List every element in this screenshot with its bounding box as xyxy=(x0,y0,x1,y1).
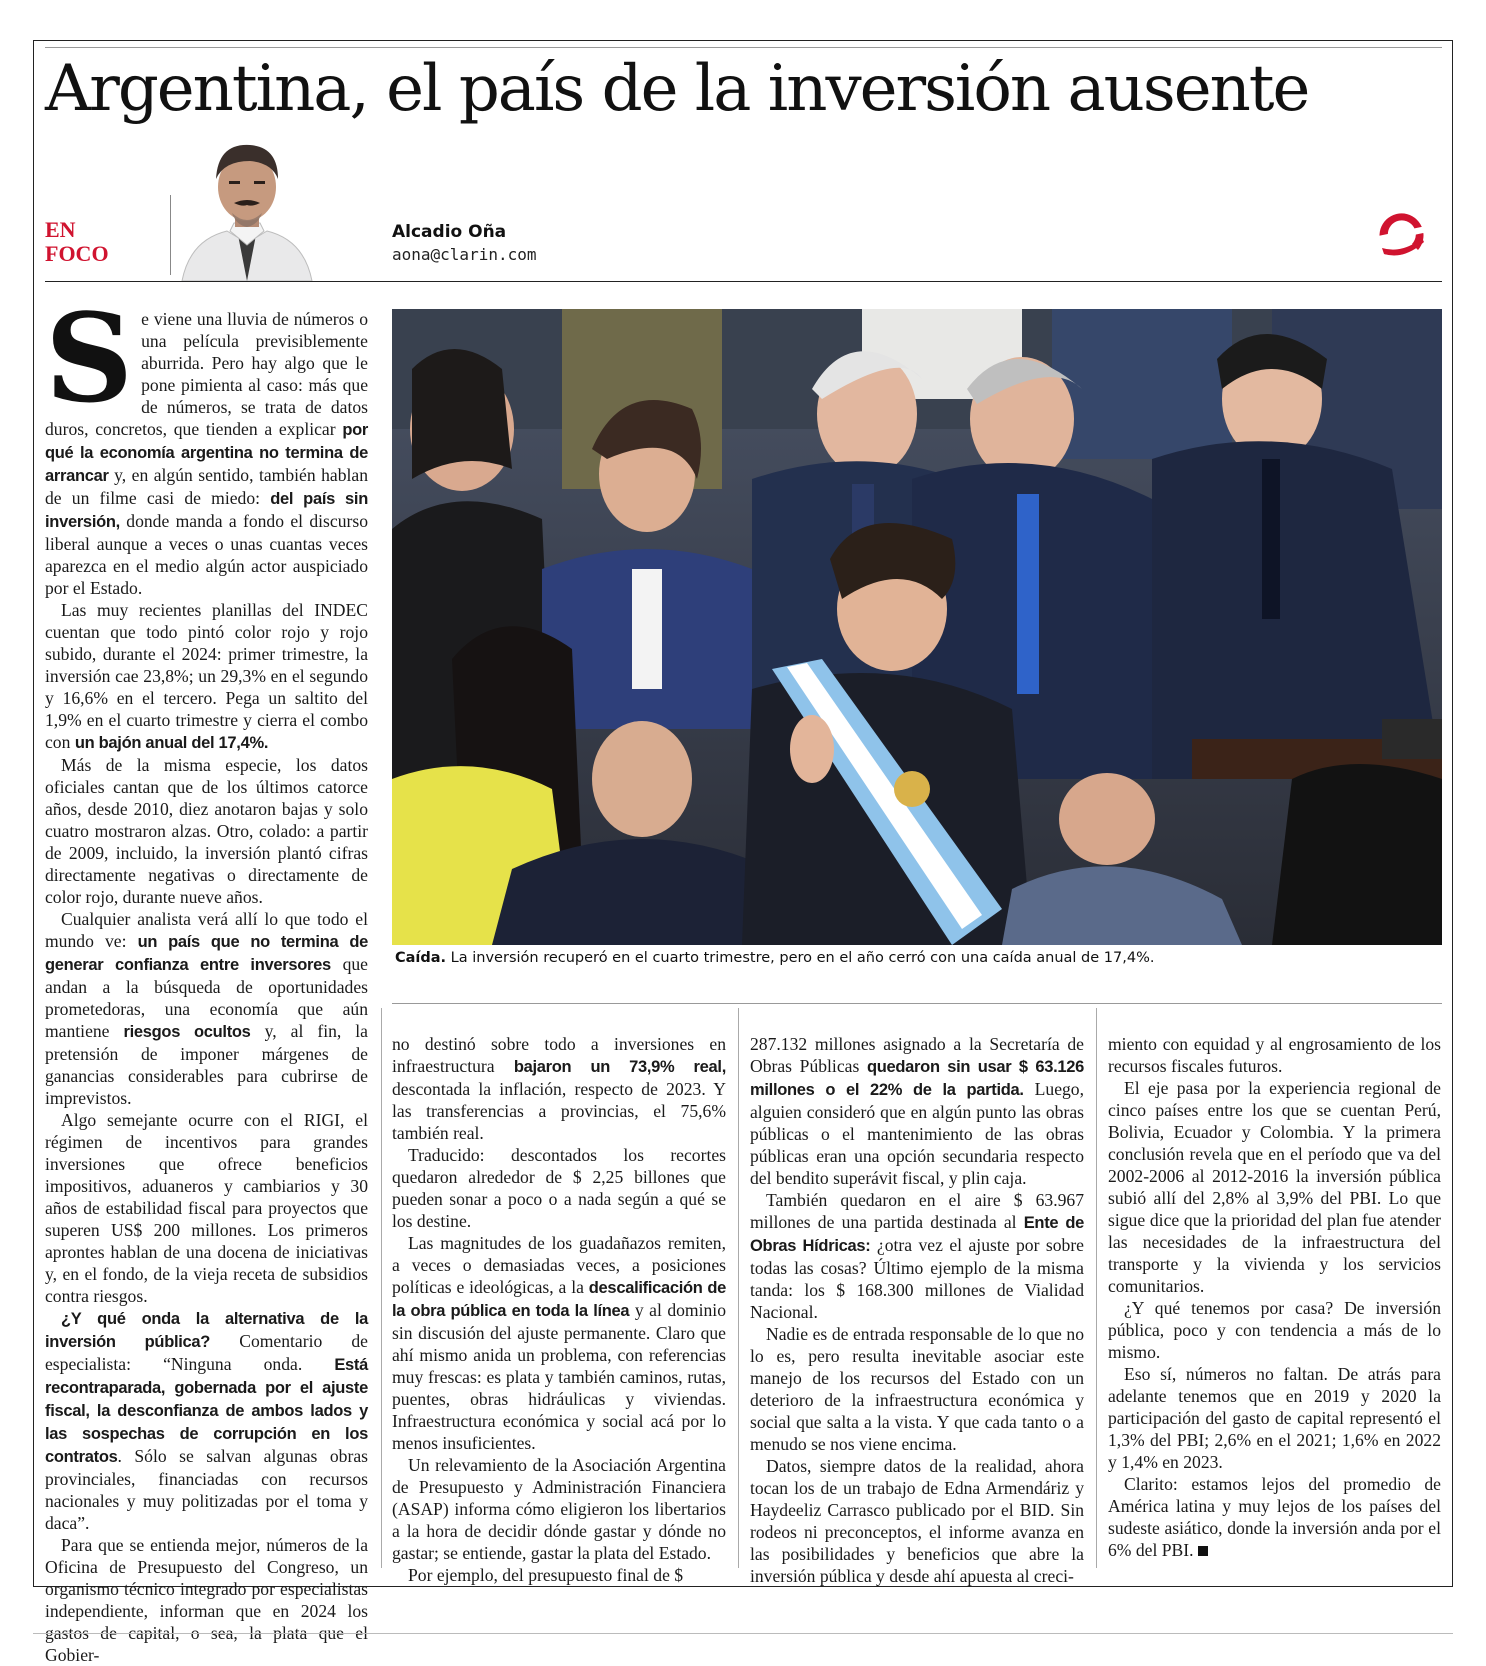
article-photo xyxy=(392,309,1442,945)
author-email[interactable]: aona@clarin.com xyxy=(392,245,537,264)
paragraph: También quedaron en el aire $ 63.967 millones de una partida destinada al Ente de Obras Hídricas: ¿otra vez el ajuste por sobre todas las cosas? Último ejemplo de la misma tanda: los $ 168.300 millones de Vialidad Nacional. xyxy=(750,1190,1085,1322)
article-column-3 xyxy=(750,1033,1085,1586)
paragraph: Traducido: descontados los recortes quedaron alrededor de $ 2,25 billones que pueden sonar a poco o a nada según a qué se los destine. xyxy=(392,1145,726,1231)
column-divider xyxy=(381,1008,382,1568)
drop-cap: S xyxy=(45,286,134,430)
author-photo xyxy=(172,135,322,281)
headline: Argentina, el país de la inversión ausente xyxy=(45,52,1309,126)
paragraph: Eso sí, números no faltan. De atrás para adelante tenemos que en 2019 y 2020 la participación del gasto de capital representó el 1,3% del PBI; 2,6% en el 2021; 1,6% en 2022 y 1,4% en 2023. xyxy=(1108,1364,1441,1472)
caption-label: Caída. xyxy=(395,950,447,966)
author-name: Alcadio Oña xyxy=(392,222,507,242)
paragraph: Un relevamiento de la Asociación Argentina de Presupuesto y Administración Financiera (ASAP) informa cómo eligieron los libertarios a la hora de decidir dónde gastar y dónde no gastar; se entiende, gastar la plata del Estado. xyxy=(392,1455,726,1563)
caption-text: La inversión recuperó en el cuarto trimestre, pero en el año cerró con una caída anual de 17,4%. xyxy=(446,950,1155,966)
end-mark-icon xyxy=(1198,1546,1208,1556)
paragraph: El eje pasa por la experiencia regional de cinco países entre los que se cuentan Perú, Bolivia, Ecuador y Colombia. Y la primera conclusión revela que en el período que va del 2002-2006 al 2012-2016 la inversión pública subió allí del 2,8% al 3,9% del PBI. Lo que sigue dice que la prioridad del plan fue atender las necesidades de la infraestructura del transporte y la vivienda y los servicios comunitarios. xyxy=(1108,1078,1441,1296)
paragraph: Cualquier analista verá allí lo que todo el mundo ve: un país que no termina de generar confianza entre inversores que andan a la búsqueda de oportunidades prometedoras, una economía que aún mantiene riesgos ocultos y, al fin, la pretensión de imponer márgenes de ganancias considerables para cubrirse de imprevistos. xyxy=(45,909,368,1108)
section-tag-line2: FOCO xyxy=(45,241,109,266)
paragraph: Por ejemplo, del presupuesto final de $ xyxy=(408,1565,684,1585)
section-tag-line1: EN xyxy=(45,217,76,242)
top-rule xyxy=(45,47,1442,48)
paragraph: Las muy recientes planillas del INDEC cuentan que todo pintó color rojo y rojo subido, durante el 2024: primer trimestre, la inversión cae 23,8%; un 29,3% en el segundo y 16,6% en el tercero. Pega un saltito del 1,9% en el cuarto trimestre y cierra el combo con un bajón anual del 17,4%. xyxy=(45,600,368,752)
caption-rule xyxy=(392,1003,1442,1004)
paragraph: Clarito: estamos lejos del promedio de América latina y muy lejos de los países del sudeste asiático, donde la inversión anda por el 6% del PBI. xyxy=(1108,1474,1441,1560)
paragraph: ¿Y qué tenemos por casa? De inversión pública, poco y con tendencia a más de lo mismo. xyxy=(1108,1298,1441,1362)
header-rule xyxy=(45,281,1442,282)
paragraph: 287.132 millones asignado a la Secretaría de Obras Públicas quedaron sin usar $ 63.126 millones o el 22% de la partida. Luego, alguien consideró que en algún punto las obras públicas o el mantenimiento de las obras públicas eran una opción secundaria respecto del bendito superávit fiscal, y plin caja. xyxy=(750,1034,1085,1188)
paragraph: Nadie es de entrada responsable de lo que no lo es, pero resulta inevitable asociar este manejo de los recursos del Estado con un deterioro de la infraestructura económica y social que salta a la vista. Y que cada tanto o a menudo se nos viene encima. xyxy=(750,1324,1084,1454)
clarin-logo-icon xyxy=(1372,210,1430,262)
photo-caption xyxy=(395,950,1435,966)
paragraph-lead: Se viene una lluvia de números o una película previsiblemente aburrida. Pero hay algo que le pone pimienta al caso: más que de números, se trata de datos duros, concretos, que tienden a explicar por qué la economía argentina no termina de arrancar y, en algún sentido, también hablan de un filme casi de miedo: del país sin inversión, donde manda a fondo el discurso liberal aunque a veces o unas cuantas veces aparezca en el medio algún actor auspiciado por el Estado. xyxy=(45,286,368,598)
paragraph: Datos, siempre datos de la realidad, ahora tocan los de un trabajo de Edna Armendáriz y Haydeeliz Carrasco publicado por el BID. Sin rodeos ni preconceptos, el informe avanza en las posibilidades y beneficios que abre la inversión pública y desde ahí apuesta al creci- xyxy=(750,1456,1084,1586)
paragraph: miento con equidad y al engrosamiento de los recursos fiscales futuros. xyxy=(1108,1034,1441,1076)
article-column-1 xyxy=(45,286,368,1665)
paragraph: Para que se entienda mejor, números de la Oficina de Presupuesto del Congreso, un organismo técnico integrado por especialistas independiente, informan que en 2024 los gastos de capital, o sea, la plata que el Gobier- xyxy=(45,1535,368,1665)
column-divider xyxy=(738,1008,739,1568)
header-divider xyxy=(170,195,171,275)
paragraph: Las magnitudes de los guadañazos remiten, a veces o demasiadas veces, a posiciones políticas e ideológicas, a la descalificación de la obra pública en toda la línea y al dominio sin discusión del ajuste permanente. Claro que ahí mismo anida un problema, con referencias muy frescas: es plata y también caminos, rutas, puentes, obras hidráulicas y viviendas. Infraestructura económica y social acá por lo menos insuficientes. xyxy=(392,1233,726,1453)
paragraph: ¿Y qué onda la alternativa de la inversión pública? Comentario de especialista: “Ninguna onda. Está recontraparada, gobernada por el ajuste fiscal, la desconfianza de ambos lados y las sospechas de corrupción en los contratos. Sólo se salvan algunas obras provinciales, financiadas con recursos nacionales y muy politizadas por el toma y daca”. xyxy=(45,1310,368,1533)
article-column-2 xyxy=(392,1033,726,1585)
bottom-rule xyxy=(33,1633,1453,1634)
paragraph: Más de la misma especie, los datos oficiales cantan que de los últimos catorce años, desde 2010, diez anotaron bajas y solo cuatro mostraron alzas. Otro, colado: a partir de 2009, incluido, la inversión plantó cifras directamente negativas o directamente de color rojo, durante nueve años. xyxy=(45,755,368,907)
section-tag xyxy=(45,218,109,266)
paragraph: no destinó sobre todo a inversiones en infraestructura bajaron un 73,9% real, descontada la inflación, respecto de 2023. Y las transferencias a provincias, el 75,6% también real. xyxy=(392,1034,726,1143)
column-divider xyxy=(1096,1008,1097,1568)
paragraph: Algo semejante ocurre con el RIGI, el régimen de incentivos para grandes inversiones que ofrece beneficios impositivos, aduaneros y cambiarios y 30 años de estabilidad fiscal para proyectos que superen US$ 200 millones. Los primeros aprontes hablan de una docena de iniciativas y, en el fondo, de la vieja receta de subsidios contra riesgos. xyxy=(45,1110,368,1306)
article-column-4 xyxy=(1108,1033,1441,1560)
